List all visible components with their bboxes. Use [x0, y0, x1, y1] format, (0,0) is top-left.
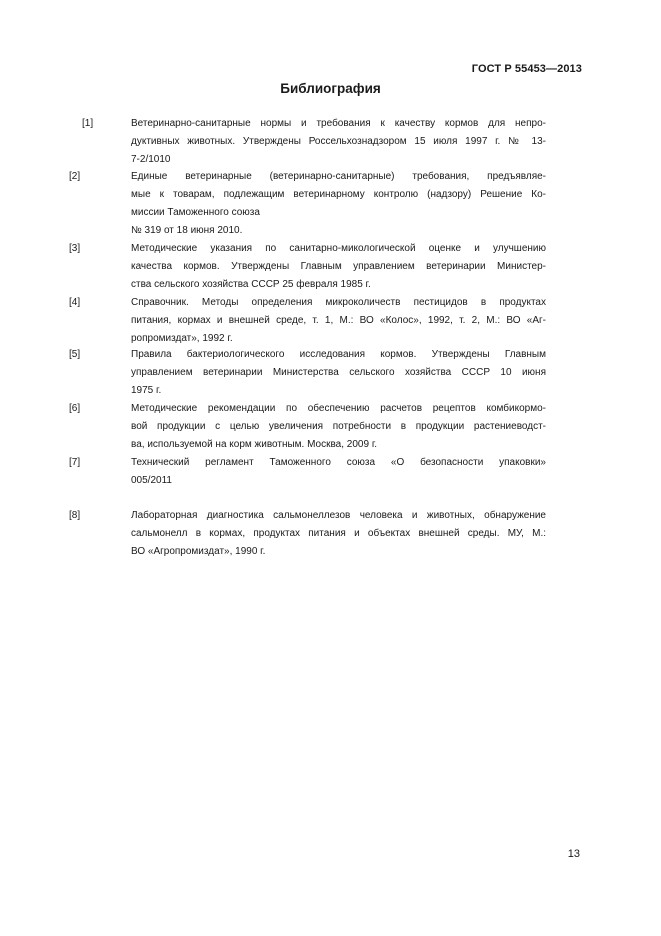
- entry-line: ВО «Агропромиздат», 1990 г.: [131, 546, 266, 557]
- entry-text: [131, 168, 546, 240]
- entry-text: [131, 454, 546, 490]
- entry-number: [4]: [69, 297, 81, 308]
- entry-line: Лабораторная диагностика сальмонеллезов человека и животных, обнаружение: [131, 510, 546, 521]
- entry-line: дуктивных животных. Утверждены Россельхознадзором 15 июля 1997 г. № 13-: [131, 136, 546, 147]
- entry-number: [8]: [69, 510, 81, 521]
- entry-number: [1]: [82, 118, 94, 129]
- entry-line: Методические указания по санитарно-микологической оценке и улучшению: [131, 243, 546, 254]
- entry-text: [131, 115, 546, 169]
- entry-line: миссии Таможенного союза: [131, 207, 260, 218]
- entry-line: 7-2/1010: [131, 154, 171, 165]
- entry-line: Единые ветеринарные (ветеринарно-санитарные) требования, предъявляе-: [131, 171, 546, 182]
- entry-text: [131, 507, 546, 561]
- entry-line: № 319 от 18 июня 2010.: [131, 225, 243, 236]
- entry-line: 005/2011: [131, 475, 172, 486]
- entry-line: Технический регламент Таможенного союза «О безопасности упаковки»: [131, 457, 546, 468]
- entry-line: 1975 г.: [131, 385, 162, 396]
- entry-number: [3]: [69, 243, 81, 254]
- entry-line: ва, используемой на корм животным. Москва, 2009 г.: [131, 439, 378, 450]
- entry-number: [5]: [69, 349, 81, 360]
- entry-line: Правила бактериологического исследования кормов. Утверждены Главным: [131, 349, 546, 360]
- entry-line: управлением ветеринарии Министерства сельского хозяйства СССР 10 июня: [131, 367, 546, 378]
- entry-number: [6]: [69, 403, 81, 414]
- entry-line: качества кормов. Утверждены Главным управлением ветеринарии Министер-: [131, 261, 546, 272]
- entry-number: [7]: [69, 457, 81, 468]
- entry-line: ства сельского хозяйства СССР 25 февраля 1985 г.: [131, 279, 371, 290]
- entry-line: Ветеринарно-санитарные нормы и требования к качеству кормов для непро-: [131, 118, 546, 129]
- page-number: 13: [567, 848, 580, 860]
- entry-text: [131, 240, 546, 294]
- standard-code: ГОСТ Р 55453—2013: [471, 63, 582, 75]
- entry-number: [2]: [69, 171, 81, 182]
- entry-line: Справочник. Методы определения микроколичеств пестицидов в продуктах: [131, 297, 546, 308]
- entry-line: питания, кормах и внешней среде, т. 1, М.: ВО «Колос», 1992, т. 2, М.: ВО «Аг-: [131, 315, 546, 326]
- entry-text: [131, 294, 546, 348]
- entry-text: [131, 400, 546, 454]
- entry-line: ропромиздат», 1992 г.: [131, 333, 233, 344]
- entry-text: [131, 346, 546, 400]
- entry-line: мые к товарам, подлежащим ветеринарному контролю (надзору) Решение Ко-: [131, 189, 546, 200]
- entry-line: сальмонелл в кормах, продуктах питания и объектах внешней среды. МУ, М.:: [131, 528, 546, 539]
- page-title: Библиография: [280, 81, 381, 96]
- entry-line: вой продукции с целью увеличения потребности в продукции растениеводст-: [131, 421, 546, 432]
- entry-line: Методические рекомендации по обеспечению расчетов рецептов комбикормо-: [131, 403, 546, 414]
